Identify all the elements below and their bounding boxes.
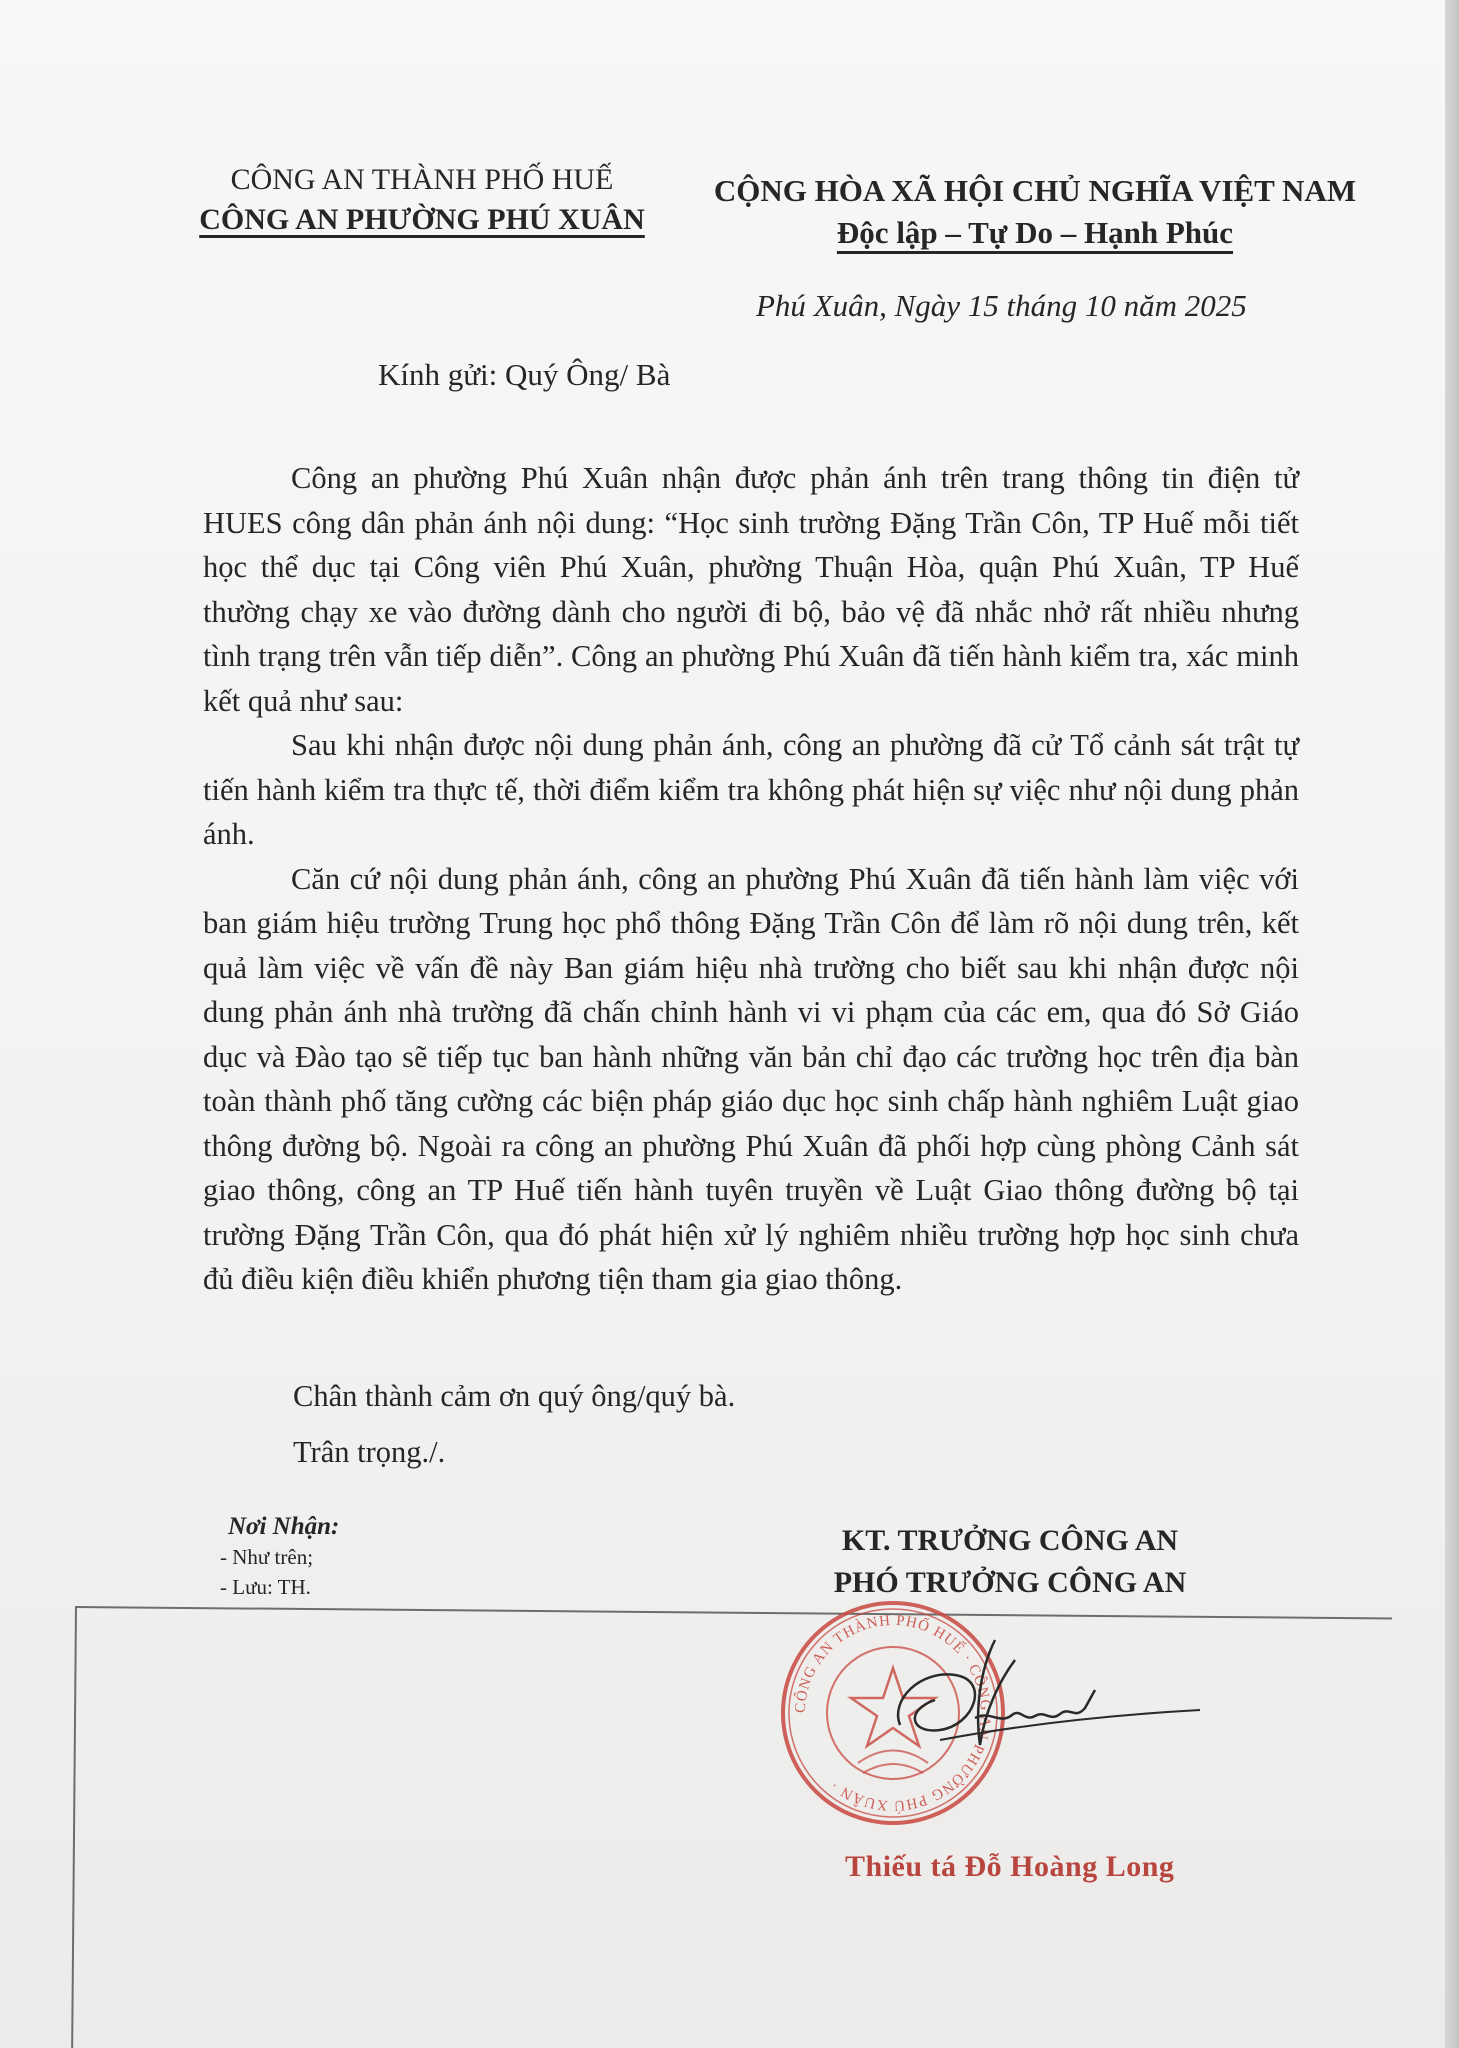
nation-title: CỘNG HÒA XÃ HỘI CHỦ NGHĨA VIỆT NAM [713, 173, 1357, 208]
recipient-item: - Lưu: TH. [220, 1575, 311, 1599]
body-paragraph: Công an phường Phú Xuân nhận được phản ánh trên trang thông tin điện tử HUES công dân phản ánh nội dung: “Học sinh trường Đặng Trần Côn, TP Huế mỗi tiết học thể dục tại Công viên Phú Xuân, phường Thuận Hòa, quận Phú Xuân, TP Huế thường chạy xe vào đường dành cho người đi bộ, bảo vệ đã nhắc nhở rất nhiều nhưng tình trạng trên vẫn tiếp diễn”. Công an phường Phú Xuân đã tiến hành kiểm tra, xác minh kết quả như sau: [203, 461, 1299, 718]
recipient-item: - Như trên; [220, 1545, 314, 1569]
national-motto: Độc lập – Tự Do – Hạnh Phúc [836, 215, 1234, 250]
issuing-authority [172, 160, 672, 240]
letter-body [203, 456, 1299, 1302]
stamp-text: CÔNG AN THÀNH PHỐ HUẾ · CÔNG AN PHƯỜNG PHÚ XUÂN · [792, 1612, 994, 1814]
closing [293, 1368, 735, 1480]
closing-thanks: Chân thành cảm ơn quý ông/quý bà. [293, 1379, 736, 1413]
authority-line-1: CÔNG AN THÀNH PHỐ HUẾ [230, 163, 614, 196]
signer-position-2: PHÓ TRƯỞNG CÔNG AN [833, 1566, 1187, 1599]
closing-regards: Trân trọng./. [293, 1435, 446, 1469]
recipients-title: Nơi Nhận: [228, 1513, 340, 1540]
date-line: Phú Xuân, Ngày 15 tháng 10 năm 2025 [756, 288, 1247, 323]
signer-position-1: KT. TRƯỞNG CÔNG AN [841, 1524, 1179, 1557]
signer-name: Thiếu tá Đỗ Hoàng Long [845, 1850, 1175, 1883]
body-paragraph: Sau khi nhận được nội dung phản ánh, công an phường đã cử Tổ cảnh sát trật tự tiến hành kiểm tra thực tế, thời điểm kiểm tra không phát hiện sự việc như nội dung phản ánh. [203, 728, 1299, 851]
recipients [220, 1512, 339, 1602]
authority-line-2: CÔNG AN PHƯỜNG PHÚ XUÂN [199, 203, 645, 236]
signature-block [780, 1520, 1240, 1604]
page-edge [1445, 0, 1459, 2048]
handwritten-signature-icon [880, 1630, 1210, 1760]
salutation: Kính gửi: Quý Ông/ Bà [378, 357, 671, 392]
national-heading [690, 170, 1380, 254]
body-paragraph: Căn cứ nội dung phản ánh, công an phường Phú Xuân đã tiến hành làm việc với ban giám hiệu trường Trung học phổ thông Đặng Trần Côn để làm rõ nội dung trên, kết quả làm việc về vấn đề này Ban giám hiệu nhà trường cho biết sau khi nhận được nội dung phản ánh nhà trường đã chấn chỉnh hành vi vi phạm của các em, qua đó Sở Giáo dục và Đào tạo sẽ tiếp tục ban hành những văn bản chỉ đạo các trường học trên địa bàn toàn thành phố tăng cường các biện pháp giáo dục học sinh chấp hành nghiêm Luật giao thông đường bộ. Ngoài ra công an phường Phú Xuân đã phối hợp cùng phòng Cảnh sát giao thông, công an TP Huế tiến hành tuyên truyền về Luật Giao thông đường bộ tại trường Đặng Trần Côn, qua đó phát hiện xử lý nghiêm nhiều trường hợp học sinh chưa đủ điều kiện điều khiển phương tiện tham gia giao thông. [203, 861, 1299, 1296]
